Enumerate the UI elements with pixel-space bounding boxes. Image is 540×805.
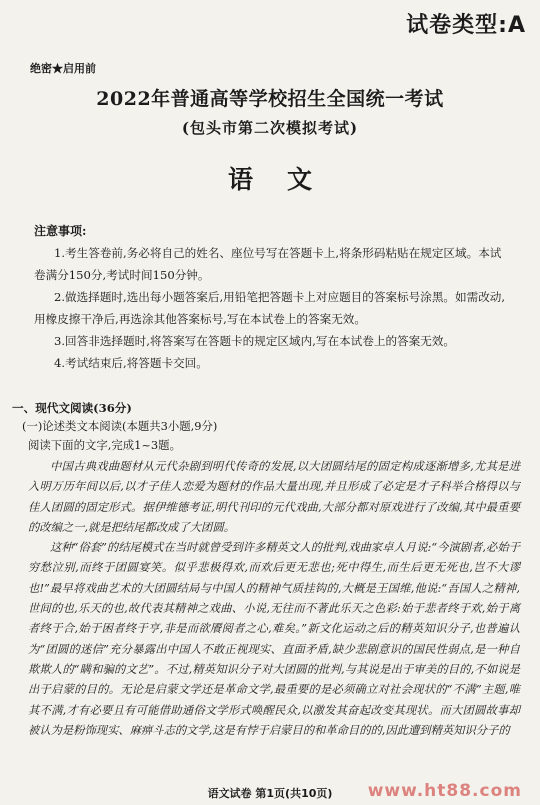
notice-item: 3.回答非选择题时,将答案写在答题卡的规定区域内,写在本试卷上的答案无效。 bbox=[54, 334, 456, 348]
notice-list bbox=[34, 242, 512, 374]
reading-passage bbox=[28, 457, 520, 741]
passage-paragraph: 这种“俗套”的结尾模式在当时就曾受到许多精英文人的批判,戏曲家卓人月说:“今演剧者,必始于穷愁泣别,而终于团圆宴笑。似乎悲极得欢,而欢后更无悲也;死中得生,而生后更无死也,岂不大谬也!”最早将戏曲艺术的大团圆结局与中国人的精神气质挂钩的,大概是王国维,他说:“吾国人之精神,世间的也,乐天的也,故代表其精神之戏曲、小说,无往而不著此乐天之色彩:始于悲者终于欢,始于离者终于合,始于困者终于亨,非是而欲餍阅者之心,难矣。”新文化运动之后的精英知识分子,也普遍认为“团圆的迷信”充分暴露出中国人不敢正视现实、直面矛盾,缺少悲剧意识的国民性弱点,是一种自欺欺人的“瞒和骗的文艺”。不过,精英知识分子对大团圆的批判,与其说是出于审美的目的,不如说是出于启蒙的目的。无论是启蒙文学还是革命文学,最重要的是必须确立对社会现状的“不满”主题,唯其不满,才有必要且有可能借助通俗文学形式唤醒民众,以激发其奋起改变其现状。而大团圆故事却被认为是粉饰现实、麻痹斗志的文学,这是有悖于启蒙目的和革命目的的,因此遭到精英知识分子的 bbox=[28, 541, 520, 737]
page-footer: 语文试卷 第1页(共10页) bbox=[207, 787, 333, 800]
paper-type-label: 试卷类型:A bbox=[406, 13, 526, 38]
exam-subtitle: (包头市第二次模拟考试) bbox=[181, 119, 359, 137]
section-heading: 一、现代文阅读(36分) bbox=[12, 401, 132, 415]
notice-item: 4.考试结束后,将答题卡交回。 bbox=[54, 356, 208, 370]
secret-mark: 绝密★启用前 bbox=[30, 62, 96, 75]
site-watermark: www.ht88.com bbox=[367, 781, 522, 801]
notice-item: 1.考生答卷前,务必将自己的姓名、座位号写在答题卡上,将条形码粘贴在规定区域。本试卷满分150分,考试时间150分钟。 bbox=[34, 246, 502, 282]
notice-heading: 注意事项: bbox=[34, 224, 87, 238]
subsection-heading: (一)论述类文本阅读(本题共3小题,9分) bbox=[22, 419, 218, 433]
subject-title: 语文 bbox=[227, 165, 346, 194]
reading-instruction: 阅读下面的文字,完成1~3题。 bbox=[28, 438, 181, 452]
passage-paragraph: 中国古典戏曲题材从元代杂剧到明代传奇的发展,以大团圆结尾的固定构成逐渐增多,尤其是进入明万历年间以后,以才子佳人恋爱为题材的作品大量出现,并且形成了必定是才子科举合格得以与佳人团圆的固定形式。据伊维德考证,明代刊印的元代戏曲,大部分都对原戏进行了改编,其中最重要的改编之一,就是把结尾都改成了大团圆。 bbox=[28, 460, 520, 534]
notice-item: 2.做选择题时,选出每小题答案后,用铅笔把答题卡上对应题目的答案标号涂黑。如需改动,用橡皮擦干净后,再选涂其他答案标号,写在本试卷上的答案无效。 bbox=[34, 290, 506, 326]
exam-title: 2022年普通高等学校招生全国统一考试 bbox=[96, 88, 444, 110]
